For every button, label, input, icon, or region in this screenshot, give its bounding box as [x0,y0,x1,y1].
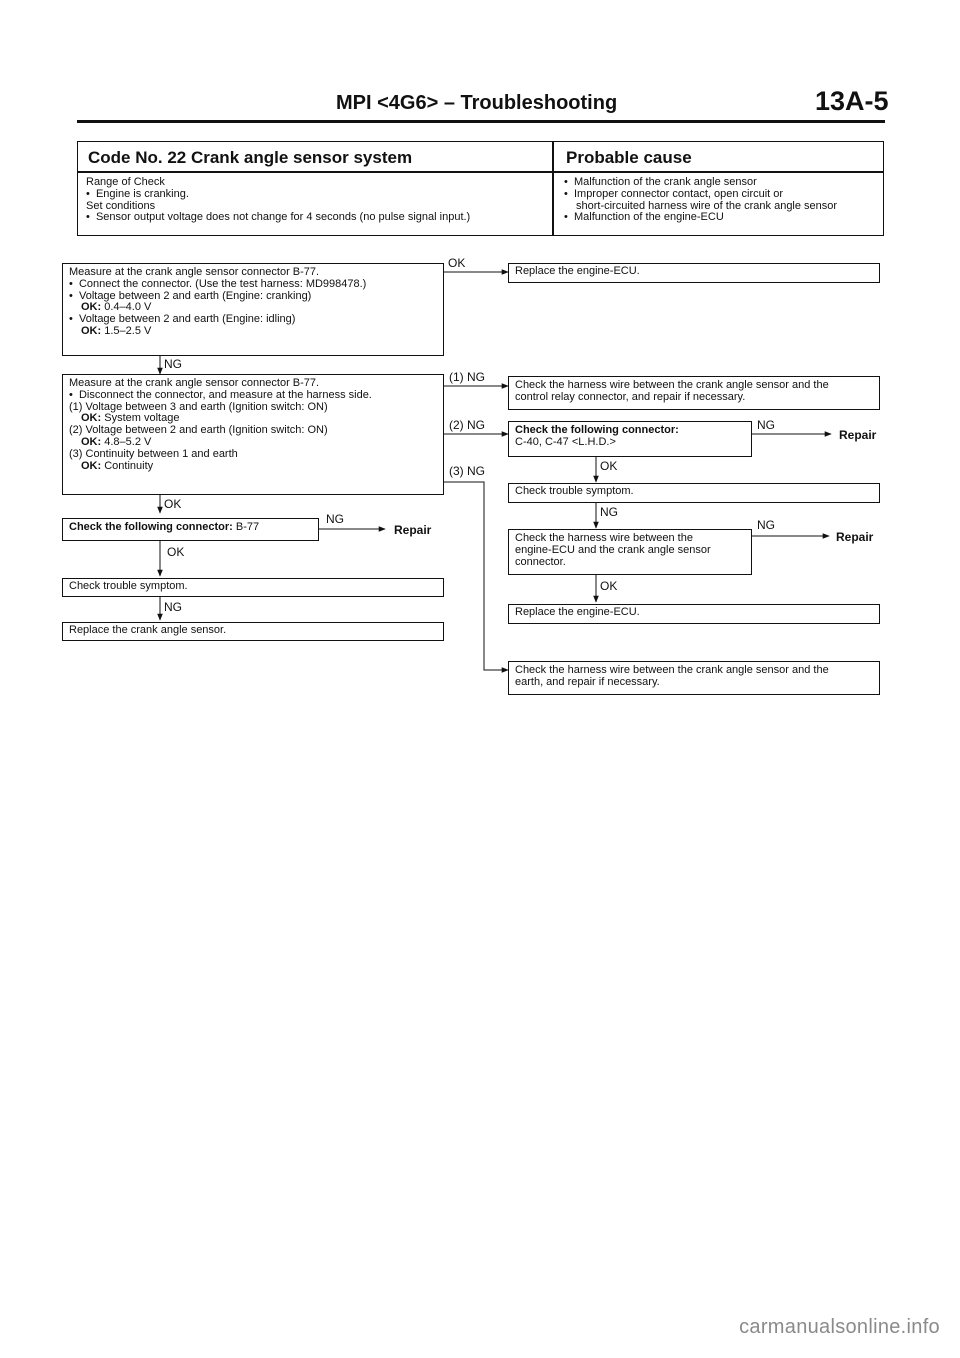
branch-label-ng-2: (2) NG [449,418,485,432]
step-check-connector-b77: Check the following connector: B-77 [62,518,319,541]
branch-label-ng: NG [164,600,182,614]
range-of-check-label: Range of Check [86,176,165,188]
footer-watermark: carmanualsonline.info [739,1316,940,1338]
branch-label-ng: NG [326,512,344,526]
result-check-harness-earth: Check the harness wire between the crank angle sensor and the earth, and repair if necessary. [508,661,880,695]
branch-label-ng: NG [757,518,775,532]
step-measure-harness-side: Measure at the crank angle sensor connector B-77. • Disconnect the connector, and measure at the harness side. (1) Voltage between 3 and earth (Ignition switch: ON) OK: System voltage (2) Voltage between 2 and earth (Ignition switch: ON) OK: 4.8–5.2 V (3) Continuity between 1 and earth OK: Continuity [62,374,444,495]
result-check-trouble-symptom: Check trouble symptom. [508,483,880,503]
repair-label: Repair [836,530,874,544]
cause-item: • Improper connector contact, open circuit or [564,189,880,201]
step-measure-sensor-output: Measure at the crank angle sensor connector B-77. • Connect the connector. (Use the test harness: MD998478.) • Voltage between 2 and earth (Engine: cranking) OK: 0.4–4.0 V • Voltage between 2 and earth (Engine: idling) OK: 1.5–2.5 V [62,263,444,356]
cause-item: • Malfunction of the engine-ECU [564,212,880,224]
code-heading: Code No. 22 Crank angle sensor system [88,148,413,167]
result-check-harness-ecu-sensor: Check the harness wire between the engine-ECU and the crank angle sensor connector. [508,529,752,575]
page-number: 13A-5 [815,86,889,116]
branch-label-ng-1: (1) NG [449,370,485,384]
branch-label-ng: NG [164,357,182,371]
result-check-connector-c40-c47: Check the following connector: C-40, C-47 <L.H.D.> [508,421,752,457]
set-conditions-item: • Sensor output voltage does not change for 4 seconds (no pulse signal input.) [86,212,470,224]
result-check-harness-control-relay: Check the harness wire between the crank angle sensor and the control relay connector, and repair if necessary. [508,376,880,410]
result-replace-engine-ecu: Replace the engine-ECU. [508,263,880,283]
branch-label-ok: OK [600,579,618,593]
page-title: MPI <4G6> – Troubleshooting [336,92,618,114]
set-conditions-label: Set conditions [86,199,156,212]
cause-item: • Malfunction of the crank angle sensor [564,177,880,189]
result-replace-engine-ecu-2: Replace the engine-ECU. [508,604,880,624]
branch-label-ok: OK [164,497,182,511]
step-replace-crank-angle-sensor: Replace the crank angle sensor. [62,622,444,641]
cause-item-continued: short-circuited harness wire of the crank angle sensor [576,199,838,212]
branch-label-ng: NG [600,505,618,519]
range-of-check-item: • Engine is cranking. [86,189,470,201]
branch-label-ng: NG [757,418,775,432]
branch-label-ok: OK [448,256,466,270]
repair-label: Repair [839,428,877,442]
probable-cause-heading: Probable cause [566,148,692,167]
branch-label-ng-3: (3) NG [449,464,485,478]
repair-label: Repair [394,523,432,537]
branch-label-ok: OK [167,545,185,559]
branch-label-ok: OK [600,459,618,473]
step-check-trouble-symptom: Check trouble symptom. [62,578,444,597]
